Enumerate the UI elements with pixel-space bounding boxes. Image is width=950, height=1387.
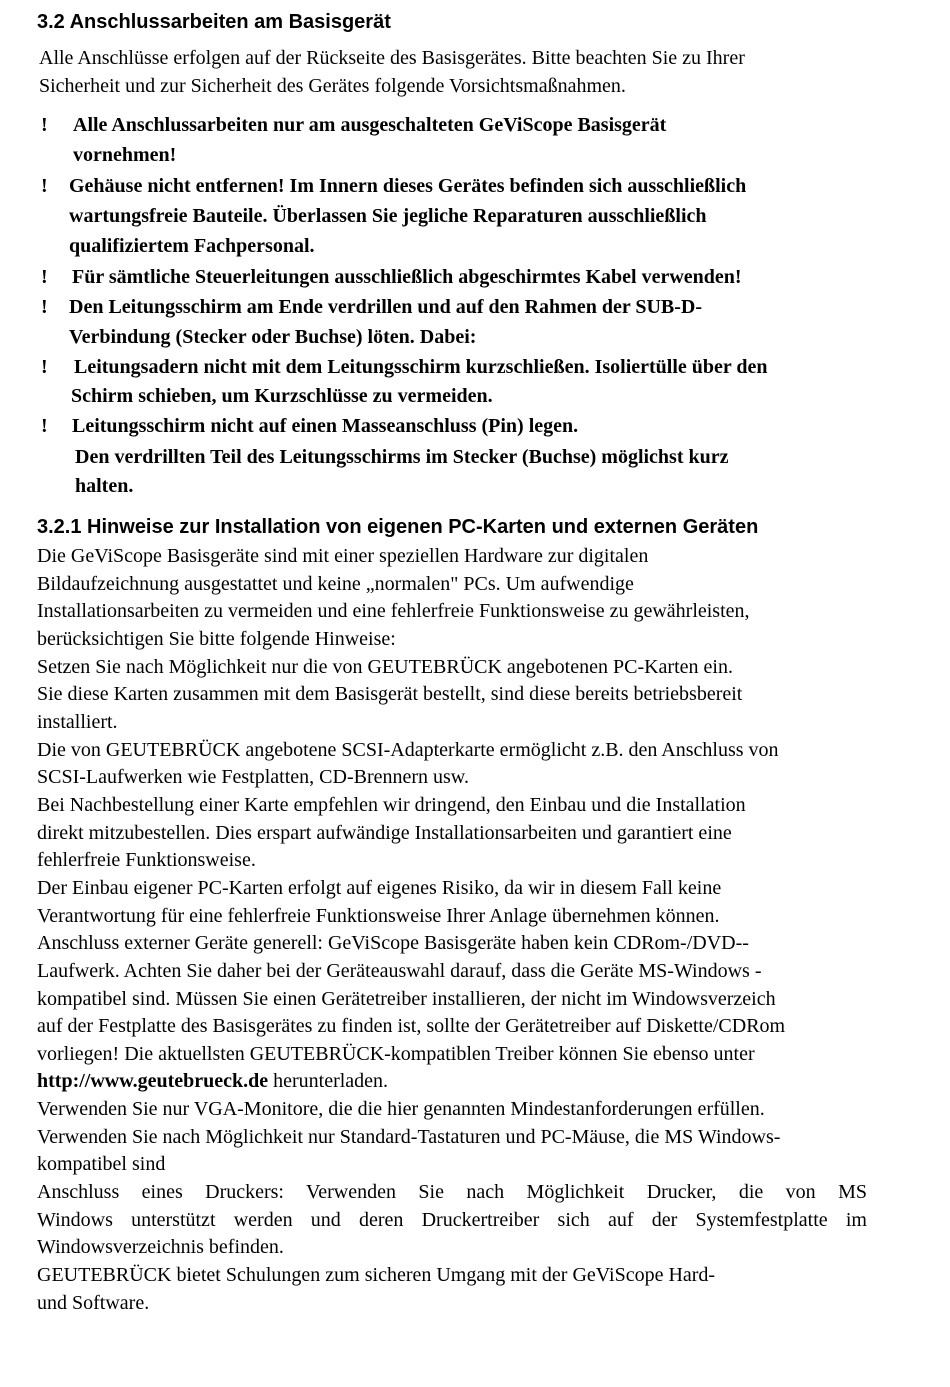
body-line: berücksichtigen Sie bitte folgende Hinweise: <box>37 628 396 650</box>
warning-2-line-2: wartungsfreie Bauteile. Überlassen Sie jegliche Reparaturen ausschließlich <box>69 205 707 227</box>
warning-4-line-2: Verbindung (Stecker oder Buchse) löten. Dabei: <box>69 326 477 348</box>
warning-bullet: ! <box>41 175 48 197</box>
section-3-2-1-title: 3.2.1 Hinweise zur Installation von eigenen PC-Karten und externen Geräten <box>37 516 759 538</box>
body-line: direkt mitzubestellen. Dies erspart aufwändige Installationsarbeiten und garantiert eine <box>37 822 732 844</box>
url-suffix: herunterladen. <box>268 1070 389 1092</box>
intro-line-1: Alle Anschlüsse erfolgen auf der Rückseite des Basisgerätes. Bitte beachten Sie zu Ihrer <box>39 47 745 69</box>
warning-bullet: ! <box>41 266 48 288</box>
body-line: kompatibel sind <box>37 1153 166 1175</box>
body-line: Setzen Sie nach Möglichkeit nur die von GEUTEBRÜCK angebotenen PC-Karten ein. <box>37 656 733 678</box>
body-line: Verantwortung für eine fehlerfreie Funktionsweise Ihrer Anlage übernehmen können. <box>37 905 720 927</box>
warning-2-line-1: Gehäuse nicht entfernen! Im Innern dieses Gerätes befinden sich ausschließlich <box>69 175 747 197</box>
body-line: Bildaufzeichnung ausgestattet und keine „normalen" PCs. Um aufwendige <box>37 573 634 595</box>
warning-bullet: ! <box>41 114 48 136</box>
body-line: Sie diese Karten zusammen mit dem Basisgerät bestellt, sind diese bereits betriebsbereit <box>37 683 743 705</box>
body-line: Die von GEUTEBRÜCK angebotene SCSI-Adapterkarte ermöglicht z.B. den Anschluss von <box>37 739 779 761</box>
warning-bullet: ! <box>41 415 48 437</box>
warning-6-line-1: Leitungsschirm nicht auf einen Masseanschluss (Pin) legen. <box>72 415 579 437</box>
body-line: vorliegen! Die aktuellsten GEUTEBRÜCK-kompatiblen Treiber können Sie ebenso unter <box>37 1043 755 1065</box>
warning-5-line-2: Schirm schieben, um Kurzschlüsse zu vermeiden. <box>71 385 493 407</box>
warning-bullet: ! <box>41 356 48 378</box>
warning-5-line-1: Leitungsadern nicht mit dem Leitungsschirm kurzschließen. Isoliertülle über den <box>74 356 768 378</box>
body-line: Anschluss externer Geräte generell: GeViScope Basisgeräte haben kein CDRom-/DVD-- <box>37 932 749 954</box>
body-line: fehlerfreie Funktionsweise. <box>37 849 256 871</box>
printer-line-2: Windows unterstützt werden und deren Druckertreiber sich auf der Systemfestplatte im <box>37 1209 867 1231</box>
body-line: kompatibel sind. Müssen Sie einen Gerätetreiber installieren, der nicht im Windowsverzeich <box>37 988 776 1010</box>
trailing-line-1: Den verdrillten Teil des Leitungsschirms im Stecker (Buchse) möglichst kurz <box>75 446 729 468</box>
body-line: SCSI-Laufwerken wie Festplatten, CD-Brennern usw. <box>37 766 469 788</box>
printer-line-1: Anschluss eines Druckers: Verwenden Sie nach Möglichkeit Drucker, die von MS <box>37 1181 867 1203</box>
warning-4-line-1: Den Leitungsschirm am Ende verdrillen und auf den Rahmen der SUB-D- <box>69 296 703 318</box>
warning-3-line-1: Für sämtliche Steuerleitungen ausschließlich abgeschirmtes Kabel verwenden! <box>72 266 742 288</box>
warning-1-line-1: Alle Anschlussarbeiten nur am ausgeschalteten GeViScope Basisgerät <box>73 114 667 136</box>
body-line: Installationsarbeiten zu vermeiden und eine fehlerfreie Funktionsweise zu gewährleisten, <box>37 600 750 622</box>
body-line: Verwenden Sie nach Möglichkeit nur Standard-Tastaturen und PC-Mäuse, die MS Windows- <box>37 1126 781 1148</box>
body-line: Verwenden Sie nur VGA-Monitore, die die hier genannten Mindestanforderungen erfüllen. <box>37 1098 765 1120</box>
body-line: installiert. <box>37 711 118 733</box>
trailing-line-2: halten. <box>75 475 134 497</box>
section-3-2-title: 3.2 Anschlussarbeiten am Basisgerät <box>37 11 391 33</box>
warning-bullet: ! <box>41 296 48 318</box>
body-line: Die GeViScope Basisgeräte sind mit einer speziellen Hardware zur digitalen <box>37 545 649 567</box>
intro-line-2: Sicherheit und zur Sicherheit des Gerätes folgende Vorsichtsmaßnahmen. <box>39 75 626 97</box>
warning-1-line-2: vornehmen! <box>73 144 177 166</box>
body-line: auf der Festplatte des Basisgerätes zu finden ist, sollte der Gerätetreiber auf Diskette/CDRom <box>37 1015 786 1037</box>
url-line <box>37 1068 388 1096</box>
body-line: Laufwerk. Achten Sie daher bei der Geräteauswahl darauf, dass die Geräte MS-Windows - <box>37 960 762 982</box>
body-line: Der Einbau eigener PC-Karten erfolgt auf eigenes Risiko, da wir in diesem Fall keine <box>37 877 722 899</box>
geutebrueck-link[interactable]: http://www.geutebrueck.de <box>37 1070 269 1092</box>
body-line: GEUTEBRÜCK bietet Schulungen zum sicheren Umgang mit der GeViScope Hard- <box>37 1264 716 1286</box>
body-line: Bei Nachbestellung einer Karte empfehlen wir dringend, den Einbau und die Installation <box>37 794 746 816</box>
warning-2-line-3: qualifiziertem Fachpersonal. <box>69 235 315 257</box>
body-line: Windowsverzeichnis befinden. <box>37 1236 284 1258</box>
body-line: und Software. <box>37 1292 150 1314</box>
